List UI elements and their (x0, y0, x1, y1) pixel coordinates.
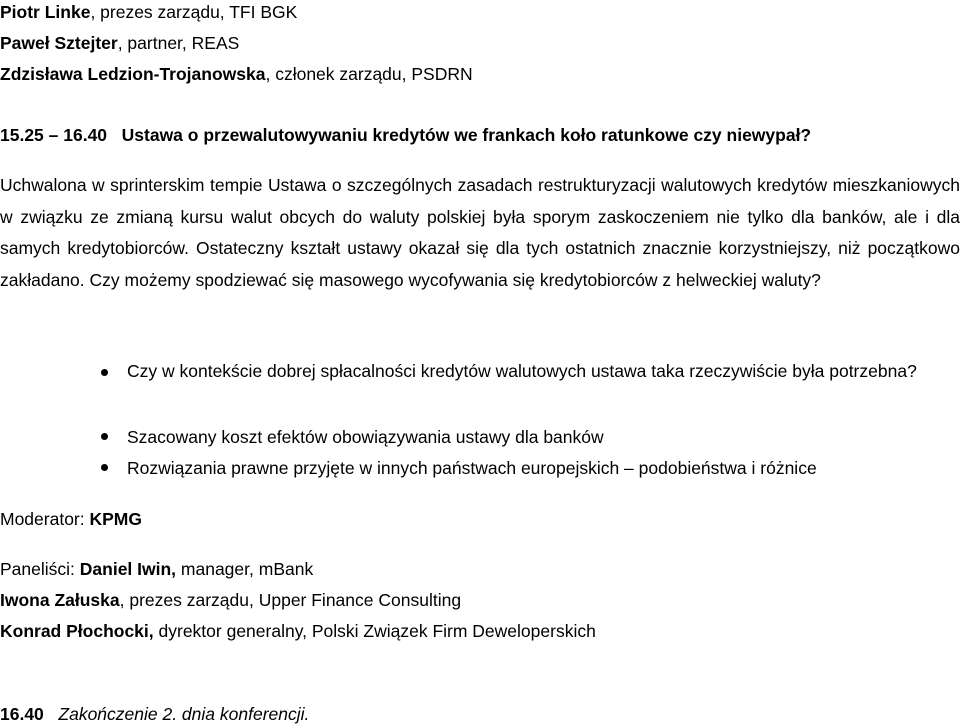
speaker-name: Zdzisława Ledzion-Trojanowska (0, 64, 266, 84)
session-heading (0, 123, 811, 147)
session-title: Ustawa o przewalutowywaniu kredytów we frankach koło ratunkowe czy niewypał? (121, 125, 812, 145)
panelist-name: Daniel Iwin, (79, 559, 177, 579)
session-time: 15.25 – 16.40 (0, 125, 108, 145)
moderator-name: KPMG (89, 509, 142, 529)
speaker-name: Piotr Linke (0, 2, 91, 22)
panelist-role: manager, mBank (176, 559, 314, 579)
moderator-line (0, 507, 142, 531)
closing-line (0, 702, 309, 726)
speaker-role: , prezes zarządu, TFI BGK (90, 2, 298, 22)
speaker-role: , członek zarządu, PSDRN (265, 64, 473, 84)
panelists-line-2 (0, 588, 461, 612)
speaker-line-2 (0, 31, 239, 55)
speaker-role: , partner, REAS (117, 33, 240, 53)
panelists-label: Paneliści: (0, 559, 80, 579)
panelist-role: , prezes zarządu, Upper Finance Consulting (119, 590, 462, 610)
closing-label: Zakończenie 2. dnia konferencji. (58, 704, 310, 724)
bullet-item-2: Szacowany koszt efektów obowiązywania ustawy dla banków (127, 427, 604, 447)
moderator-label: Moderator: (0, 509, 90, 529)
speaker-line-3 (0, 62, 473, 86)
panelist-role: dyrektor generalny, Polski Związek Firm Deweloperskich (153, 621, 596, 641)
session-description: Uchwalona w sprinterskim tempie Ustawa o szczególnych zasadach restrukturyzacji walutowych kredytów mieszkaniowych w związku ze zmianą kursu walut obcych do waluty polskiej była sporym zaskoczeniem nie tylko dla banków, ale i dla samych kredytobiorców. Ostateczny kształt ustawy okazał się dla tych ostatnich znacznie korzystniejszy, niż początkowo zakładano. Czy możemy spodziewać się masowego wycofywania się kredytobiorców z helweckiej waluty? (0, 175, 960, 290)
speaker-name: Paweł Sztejter (0, 33, 118, 53)
bullet-icon (101, 369, 108, 376)
bullet-item-3: Rozwiązania prawne przyjęte w innych państwach europejskich – podobieństwa i różnice (127, 458, 817, 478)
panelist-name: Konrad Płochocki, (0, 621, 154, 641)
bullet-icon (101, 464, 108, 471)
bullet-item-1: Czy w kontekście dobrej spłacalności kredytów walutowych ustawa taka rzeczywiście była potrzebna? (127, 361, 917, 381)
closing-time: 16.40 (0, 704, 44, 724)
panelist-name: Iwona Załuska (0, 590, 120, 610)
bullet-icon (101, 433, 108, 440)
panelists-line-3 (0, 619, 596, 643)
speaker-line-1 (0, 0, 297, 24)
panelists-line-1 (0, 557, 313, 581)
